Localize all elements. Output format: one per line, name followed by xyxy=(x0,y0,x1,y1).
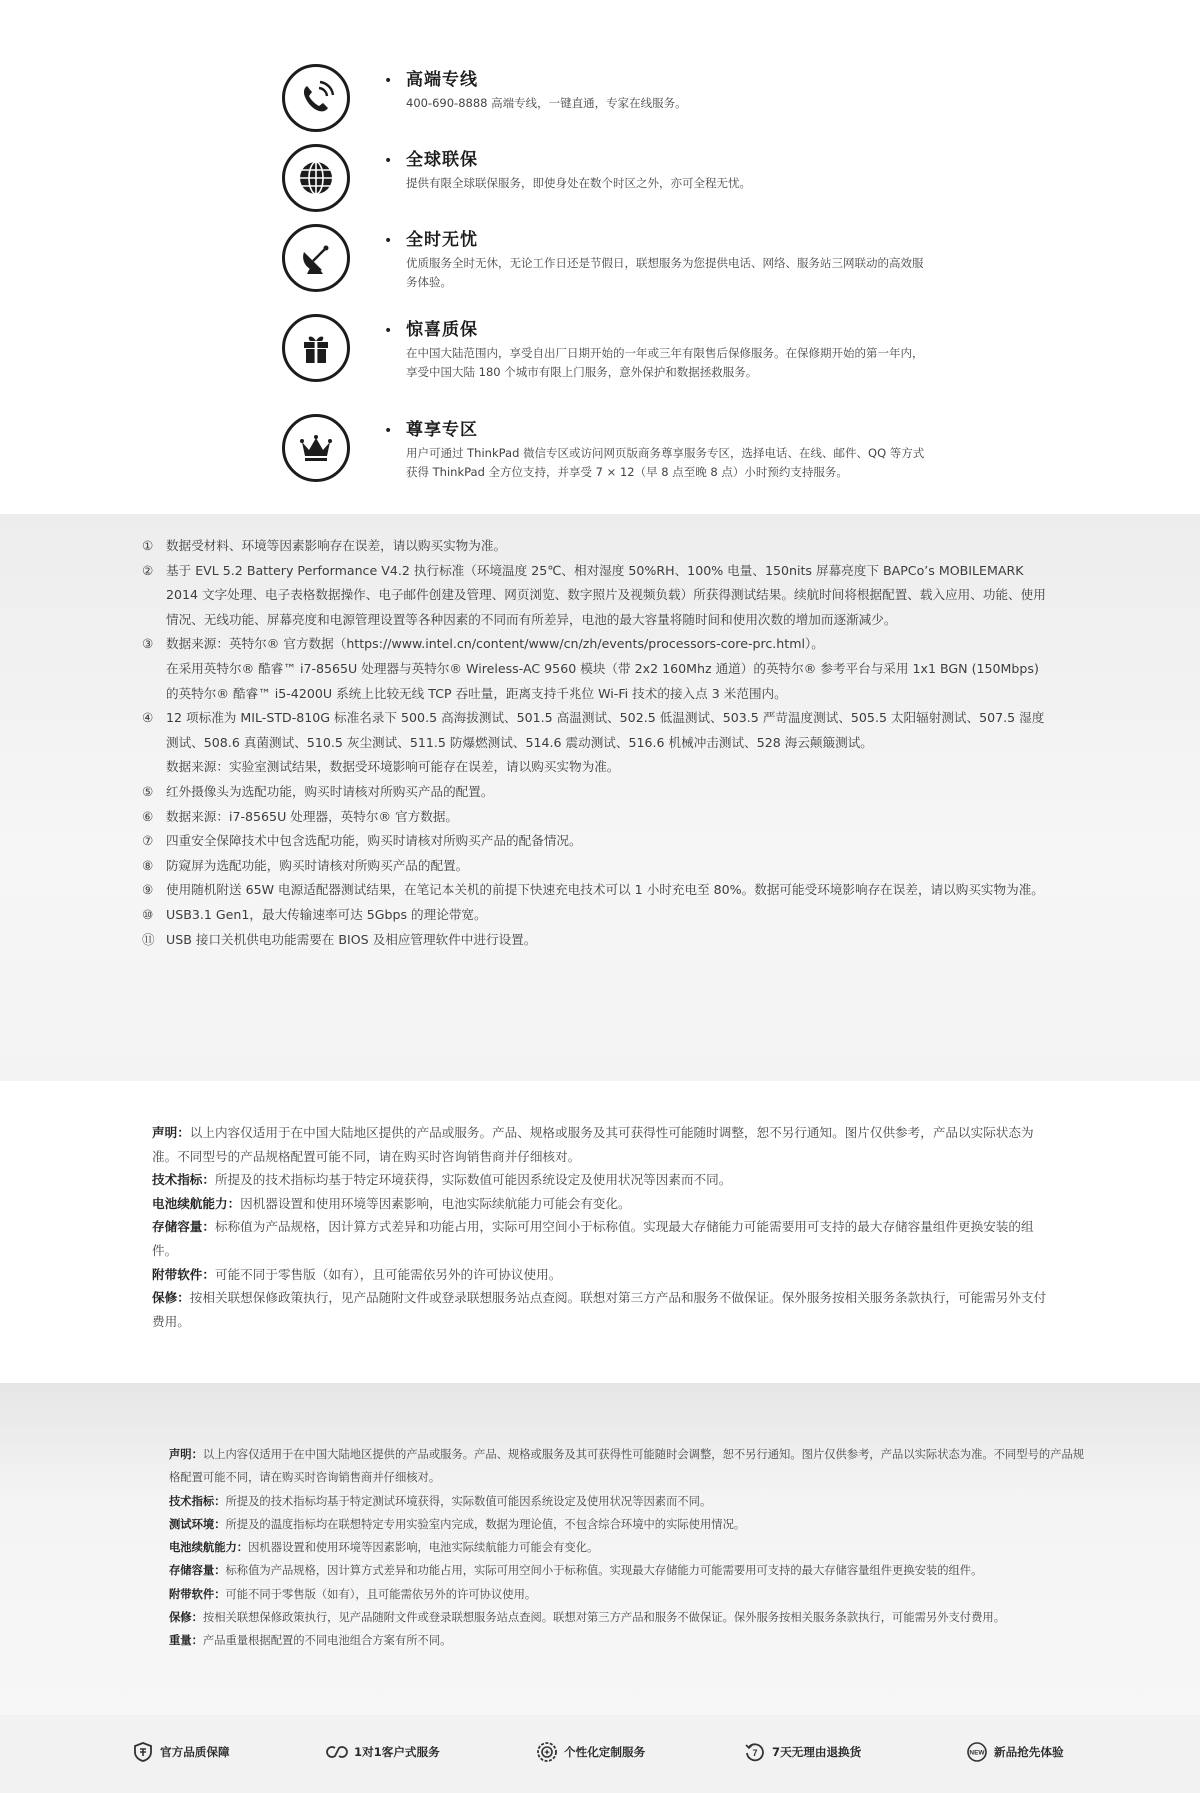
footnote-item xyxy=(142,534,1052,559)
declaration-text: 可能不同于零售版（如有），且可能需依另外的许可协议使用。 xyxy=(225,1587,537,1601)
declaration-label: 存储容量： xyxy=(152,1219,215,1235)
footer-item-custom[interactable] xyxy=(536,1739,645,1765)
footer-item-new[interactable] xyxy=(966,1739,1064,1765)
footnote-text: 四重安全保障技术中包含选配功能，购买时请核对所购买产品的配备情况。 xyxy=(166,833,582,849)
declaration-text: 标称值为产品规格，因计算方式差异和功能占用，实际可用空间小于标称值。实现最大存储能力可能需要用可支持的最大存储容量组件更换安装的组件。 xyxy=(152,1219,1034,1258)
link-icon xyxy=(326,1741,348,1763)
new-icon-text: NEW xyxy=(969,1749,985,1757)
return-7-icon xyxy=(744,1741,766,1763)
declaration-text: 因机器设置和使用环境等因素影响，电池实际续航能力可能会有变化。 xyxy=(248,1541,599,1555)
declaration-label: 保修： xyxy=(152,1290,190,1306)
service-item-surprise xyxy=(282,314,922,394)
footnote-number: ⑨ xyxy=(142,882,154,898)
declaration-line xyxy=(169,1583,1089,1606)
declaration-line xyxy=(169,1559,1089,1582)
footnote-number: ④ xyxy=(142,710,154,726)
footnote-text: 12 项标准为 MIL-STD-810G 标准名录下 500.5 高海拔测试、501.5 高温测试、502.5 低温测试、503.5 严苛温度测试、505.5 太阳辐射测试、507.5 湿度测试、508.6 真菌测试、510.5 灰尘测试、511.5 防爆燃测试、514.6 震动测试、516.6 机械冲击测试、528 海云颠簸测试。 xyxy=(166,710,1045,750)
service-item-always xyxy=(282,224,922,304)
service-description: 用户可通过 ThinkPad 微信专区或访问网页版商务尊享服务专区，选择电话、在线、邮件、QQ 等方式获得 ThinkPad 全方位支持，并享受 7 × 12（早 8 点至晚 8 点）小时预约支持服务。 xyxy=(406,446,925,479)
service-item-hotline xyxy=(282,64,922,144)
declaration-label: 重量： xyxy=(169,1634,203,1648)
declaration-label: 存储容量： xyxy=(169,1564,226,1578)
footer-item-label: 1对1客户式服务 xyxy=(354,1745,440,1759)
declaration-text: 按相关联想保修政策执行，见产品随附文件或登录联想服务站点查阅。联想对第三方产品和服务不做保证。保外服务按相关服务条款执行，可能需另外支付费用。 xyxy=(202,1611,1005,1625)
service-title: 全球联保 xyxy=(406,150,478,170)
bullet: • xyxy=(384,73,393,89)
footer-item-one-on-one[interactable] xyxy=(326,1739,440,1765)
phone-icon xyxy=(282,64,350,132)
service-item-vip xyxy=(282,414,925,494)
footnote-item xyxy=(142,829,1052,854)
declaration-text: 产品重量根据配置的不同电池组合方案有所不同。 xyxy=(202,1634,452,1648)
declaration-label: 电池续航能力： xyxy=(169,1541,249,1555)
shield-icon xyxy=(132,1741,154,1763)
service-title: 全时无忧 xyxy=(406,230,478,250)
declaration-label: 技术指标： xyxy=(169,1494,226,1508)
footnote-item xyxy=(142,706,1052,780)
footnote-text: 数据来源：英特尔® 官方数据（https://www.intel.cn/content/www/cn/zh/events/processors-core-prc.html）。 xyxy=(166,636,824,652)
service-guarantee-bar xyxy=(0,1715,1200,1793)
service-description: 提供有限全球联保服务，即使身处在数个时区之外，亦可全程无忧。 xyxy=(406,176,751,190)
declaration-text: 按相关联想保修政策执行，见产品随附文件或登录联想服务站点查阅。联想对第三方产品和服务不做保证。保外服务按相关服务条款执行，可能需另外支付费用。 xyxy=(152,1290,1047,1329)
footnote-number: ③ xyxy=(142,636,154,652)
declaration-line xyxy=(169,1443,1089,1490)
satellite-dish-icon xyxy=(282,224,350,292)
legal-declaration-secondary xyxy=(0,1383,1200,1715)
bullet: • xyxy=(384,233,393,249)
declaration-label: 技术指标： xyxy=(152,1172,215,1188)
declaration-line xyxy=(169,1606,1089,1629)
declaration-text: 可能不同于零售版（如有），且可能需依另外的许可协议使用。 xyxy=(214,1266,562,1282)
footnote-number: ⑧ xyxy=(142,857,154,873)
new-badge-icon xyxy=(966,1741,988,1763)
footer-item-return[interactable] xyxy=(744,1739,861,1765)
declaration-line xyxy=(152,1121,1052,1168)
declaration-label: 电池续航能力： xyxy=(152,1195,241,1211)
footnote-text: 基于 EVL 5.2 Battery Performance V4.2 执行标准（环境温度 25℃、相对湿度 50%RH、100% 电量、150nits 屏幕亮度下 BAPCo’s MOBILEMARK 2014 文字处理、电子表格数据操作、电子邮件创建及管理、网页浏览、数字照片及视频负载）所获得测试结果。续航时间将根据配置、载入应用、功能、使用情况、无线功能、屏幕亮度和电源管理设置等各种因素的不同而有所差异，电池的最大容量将随时间和使用次数的增加而逐渐减少。 xyxy=(166,562,1046,627)
footnote-text: USB3.1 Gen1，最大传输速率可达 5Gbps 的理论带宽。 xyxy=(166,906,487,922)
declaration-label: 附带软件： xyxy=(152,1266,215,1282)
declaration-line xyxy=(169,1536,1089,1559)
footnote-text: 在采用英特尔® 酷睿™ i7-8565U 处理器与英特尔® Wireless-AC 9560 模块（带 2x2 160Mhz 通道）的英特尔® 参考平台与采用 1x1 BGN (150Mbps) 的英特尔® 酷睿™ i5-4200U 系统上比较无线 TCP 吞吐量，距离支持千兆位 Wi-Fi 技术的接入点 3 米范围内。 xyxy=(166,660,1039,701)
footnotes xyxy=(0,514,1200,1081)
footnote-list xyxy=(142,534,1052,952)
footnote-number: ⑪ xyxy=(142,931,155,947)
footnote-text: USB 接口关机供电功能需要在 BIOS 及相应管理软件中进行设置。 xyxy=(166,931,537,947)
service-description: 在中国大陆范围内，享受自出厂日期开始的一年或三年有限售后保修服务。在保修期开始的第一年内，享受中国大陆 180 个城市有限上门服务，意外保护和数据拯救服务。 xyxy=(406,346,924,379)
service-title: 惊喜质保 xyxy=(406,320,478,340)
footnote-number: ⑩ xyxy=(142,906,154,922)
footnote-item xyxy=(142,632,1052,706)
footer-item-label: 个性化定制服务 xyxy=(564,1745,646,1759)
bullet: • xyxy=(384,423,393,439)
legal-declaration xyxy=(0,1081,1200,1383)
footnote-text: 红外摄像头为选配功能，购买时请核对所购买产品的配置。 xyxy=(166,783,494,799)
footnote-number: ① xyxy=(142,538,154,553)
badge-icon xyxy=(536,1741,558,1763)
declaration-line xyxy=(152,1263,1052,1287)
footnote-item xyxy=(142,854,1052,879)
declaration-line xyxy=(169,1513,1089,1536)
declaration-text: 因机器设置和使用环境等因素影响，电池实际续航能力可能会有变化。 xyxy=(240,1195,631,1211)
footnote-item xyxy=(142,878,1052,903)
service-features xyxy=(0,0,1200,514)
declaration-text: 所提及的技术指标均基于特定环境获得，实际数值可能因系统设定及使用状况等因素而不同。 xyxy=(214,1172,732,1188)
footnote-item xyxy=(142,805,1052,830)
footnote-item xyxy=(142,780,1052,805)
declaration-line xyxy=(169,1490,1089,1513)
footer-item-label: 7天无理由退换货 xyxy=(772,1745,862,1759)
footer-item-quality[interactable] xyxy=(132,1739,230,1765)
declaration-label: 测试环境： xyxy=(169,1517,226,1531)
service-description: 优质服务全时无休，无论工作日还是节假日，联想服务为您提供电话、网络、服务站三网联动的高效服务体验。 xyxy=(406,256,924,289)
footnote-item xyxy=(142,928,1052,953)
declaration-label: 声明： xyxy=(169,1448,203,1461)
footnote-number: ⑥ xyxy=(142,808,154,824)
declaration-line xyxy=(152,1192,1052,1216)
footnote-item xyxy=(142,559,1052,633)
service-item-warranty xyxy=(282,144,922,224)
declaration-text: 所提及的技术指标均基于特定测试环境获得，实际数值可能因系统设定及使用状况等因素而不同。 xyxy=(225,1494,712,1508)
declaration-line xyxy=(152,1215,1052,1262)
service-title: 尊享专区 xyxy=(406,420,478,440)
service-title: 高端专线 xyxy=(406,70,478,90)
declaration-text: 以上内容仅适用于在中国大陆地区提供的产品或服务。产品、规格或服务及其可获得性可能随时会调整，恕不另行通知。图片仅供参考，产品以实际状态为准。不同型号的产品规格配置可能不同，请在购买时咨询销售商并仔细核对。 xyxy=(169,1448,1085,1485)
footnote-item xyxy=(142,903,1052,928)
declaration-line xyxy=(152,1168,1052,1192)
declaration-text: 以上内容仅适用于在中国大陆地区提供的产品或服务。产品、规格或服务及其可获得性可能随时调整，恕不另行通知。图片仅供参考，产品以实际状态为准。不同型号的产品规格配置可能不同，请在购买时咨询销售商并仔细核对。 xyxy=(152,1125,1034,1164)
footnote-text: 数据受材料、环境等因素影响存在误差，请以购买实物为准。 xyxy=(166,538,507,553)
footnote-text: 使用随机附送 65W 电源适配器测试结果，在笔记本关机的前提下快速充电技术可以 1 小时充电至 80%。数据可能受环境影响存在误差，请以购买实物为准。 xyxy=(166,882,1044,898)
footnote-text: 数据来源：i7-8565U 处理器，英特尔® 官方数据。 xyxy=(166,808,459,824)
return-icon-text: 7 xyxy=(752,1748,758,1758)
crown-icon xyxy=(282,414,350,482)
bullet: • xyxy=(384,153,393,169)
footnote-text: 数据来源：实验室测试结果，数据受环境影响可能存在误差，请以购买实物为准。 xyxy=(166,759,620,775)
declaration-label: 声明： xyxy=(152,1125,190,1140)
gift-icon xyxy=(282,314,350,382)
declaration-text: 所提及的温度指标均在联想特定专用实验室内完成，数据为理论值，不包含综合环境中的实际使用情况。 xyxy=(225,1517,746,1531)
declaration-text: 标称值为产品规格，因计算方式差异和功能占用，实际可用空间小于标称值。实现最大存储能力可能需要用可支持的最大存储容量组件更换安装的组件。 xyxy=(225,1564,983,1578)
footer-item-label: 官方品质保障 xyxy=(160,1745,230,1759)
declaration-line xyxy=(169,1629,1089,1652)
declaration-label: 保修： xyxy=(169,1611,203,1625)
declaration-line xyxy=(152,1286,1052,1333)
service-description: 400-690-8888 高端专线，一键直通，专家在线服务。 xyxy=(406,96,687,110)
bullet: • xyxy=(384,323,393,339)
footer-item-label: 新品抢先体验 xyxy=(994,1745,1064,1759)
footnote-text: 防窥屏为选配功能，购买时请核对所购买产品的配置。 xyxy=(166,857,469,873)
globe-icon xyxy=(282,144,350,212)
footnote-number: ⑦ xyxy=(142,833,154,849)
footnote-number: ② xyxy=(142,562,154,578)
declaration-label: 附带软件： xyxy=(169,1587,226,1601)
footnote-number: ⑤ xyxy=(142,783,154,799)
